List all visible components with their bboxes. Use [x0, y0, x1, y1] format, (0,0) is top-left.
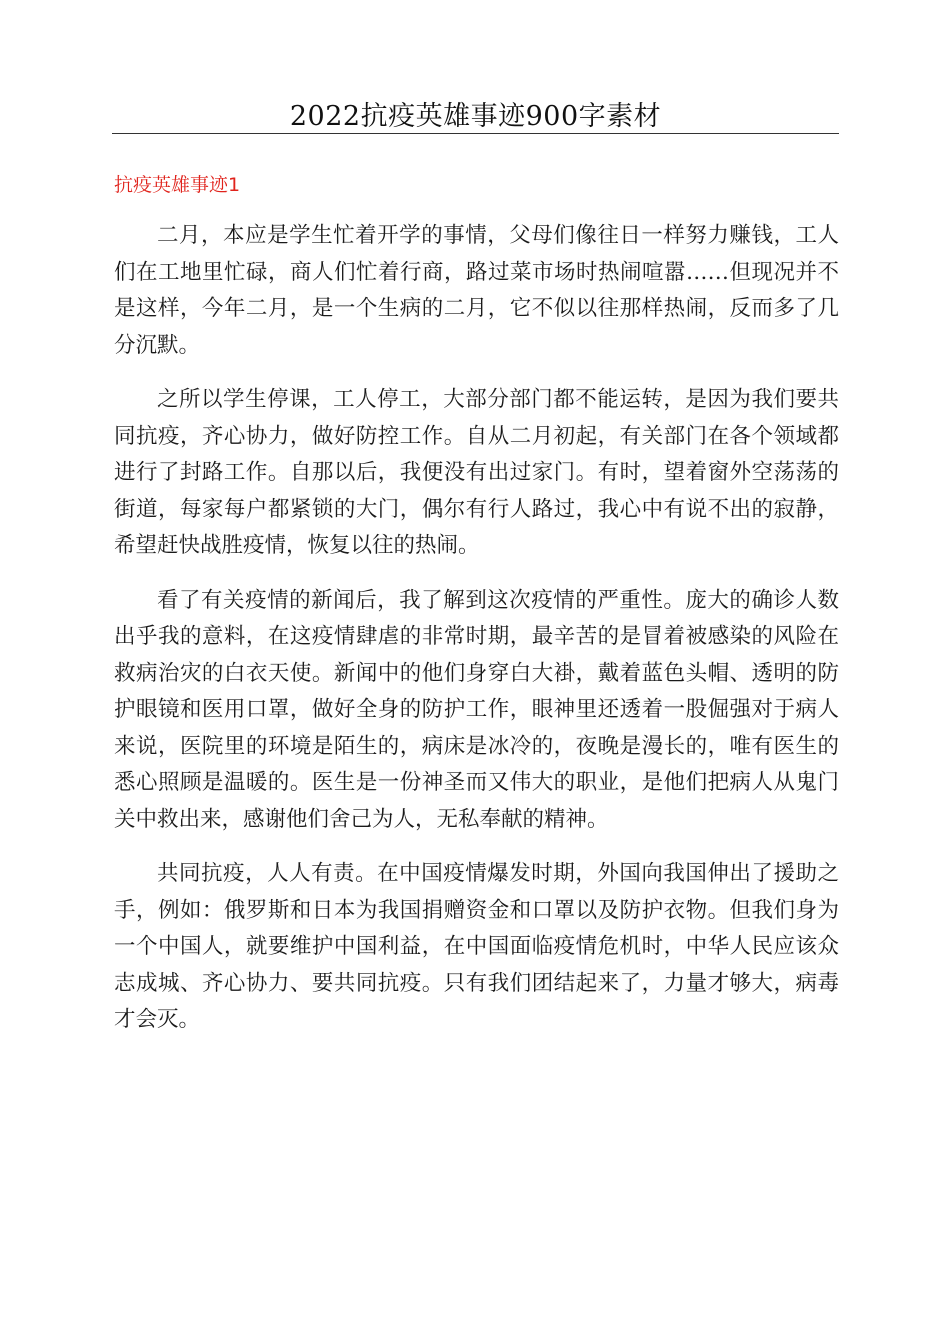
paragraph-3: 看了有关疫情的新闻后，我了解到这次疫情的严重性。庞大的确诊人数出乎我的意料，在这疫情肆虐的非常时期，最辛苦的是冒着被感染的风险在救病治灾的白衣天使。新闻中的他们身穿白大褂，戴着蓝色头帽、透明的防护眼镜和医用口罩，做好全身的防护工作，眼神里还透着一股倔强对于病人来说，医院里的环境是陌生的，病床是冰冷的，夜晚是漫长的，唯有医生的悉心照顾是温暖的。医生是一份神圣而又伟大的职业，是他们把病人从鬼门关中救出来，感谢他们舍己为人，无私奉献的精神。	[114, 587, 839, 832]
paragraph-4: 共同抗疫，人人有责。在中国疫情爆发时期，外国向我国伸出了援助之手，例如：俄罗斯和日本为我国捐赠资金和口罩以及防护衣物。但我们身为一个中国人，就要维护中国利益，在中国面临疫情危机时，中华人民应该众志成城、齐心协力、要共同抗疫。只有我们团结起来了，力量才够大，病毒才会灭。	[114, 861, 839, 1032]
document-title: 2022抗疫英雄事迹900字素材	[289, 101, 662, 132]
title-underline-rule	[112, 133, 839, 134]
paragraph-2: 之所以学生停课，工人停工，大部分部门都不能运转，是因为我们要共同抗疫，齐心协力，做好防控工作。自从二月初起，有关部门在各个领域都进行了封路工作。自那以后，我便没有出过家门。有时，望着窗外空荡荡的街道，每家每户都紧锁的大门，偶尔有行人路过，我心中有说不出的寂静，希望赶快战胜疫情，恢复以往的热闹。	[114, 387, 839, 558]
paragraph-1: 二月，本应是学生忙着开学的事情，父母们像往日一样努力赚钱，工人们在工地里忙碌，商人们忙着行商，路过菜市场时热闹喧嚣……但现况并不是这样，今年二月，是一个生病的二月，它不似以往那样热闹，反而多了几分沉默。	[114, 223, 839, 358]
document-body	[114, 218, 839, 1057]
section-heading: 抗疫英雄事迹1	[114, 174, 241, 196]
